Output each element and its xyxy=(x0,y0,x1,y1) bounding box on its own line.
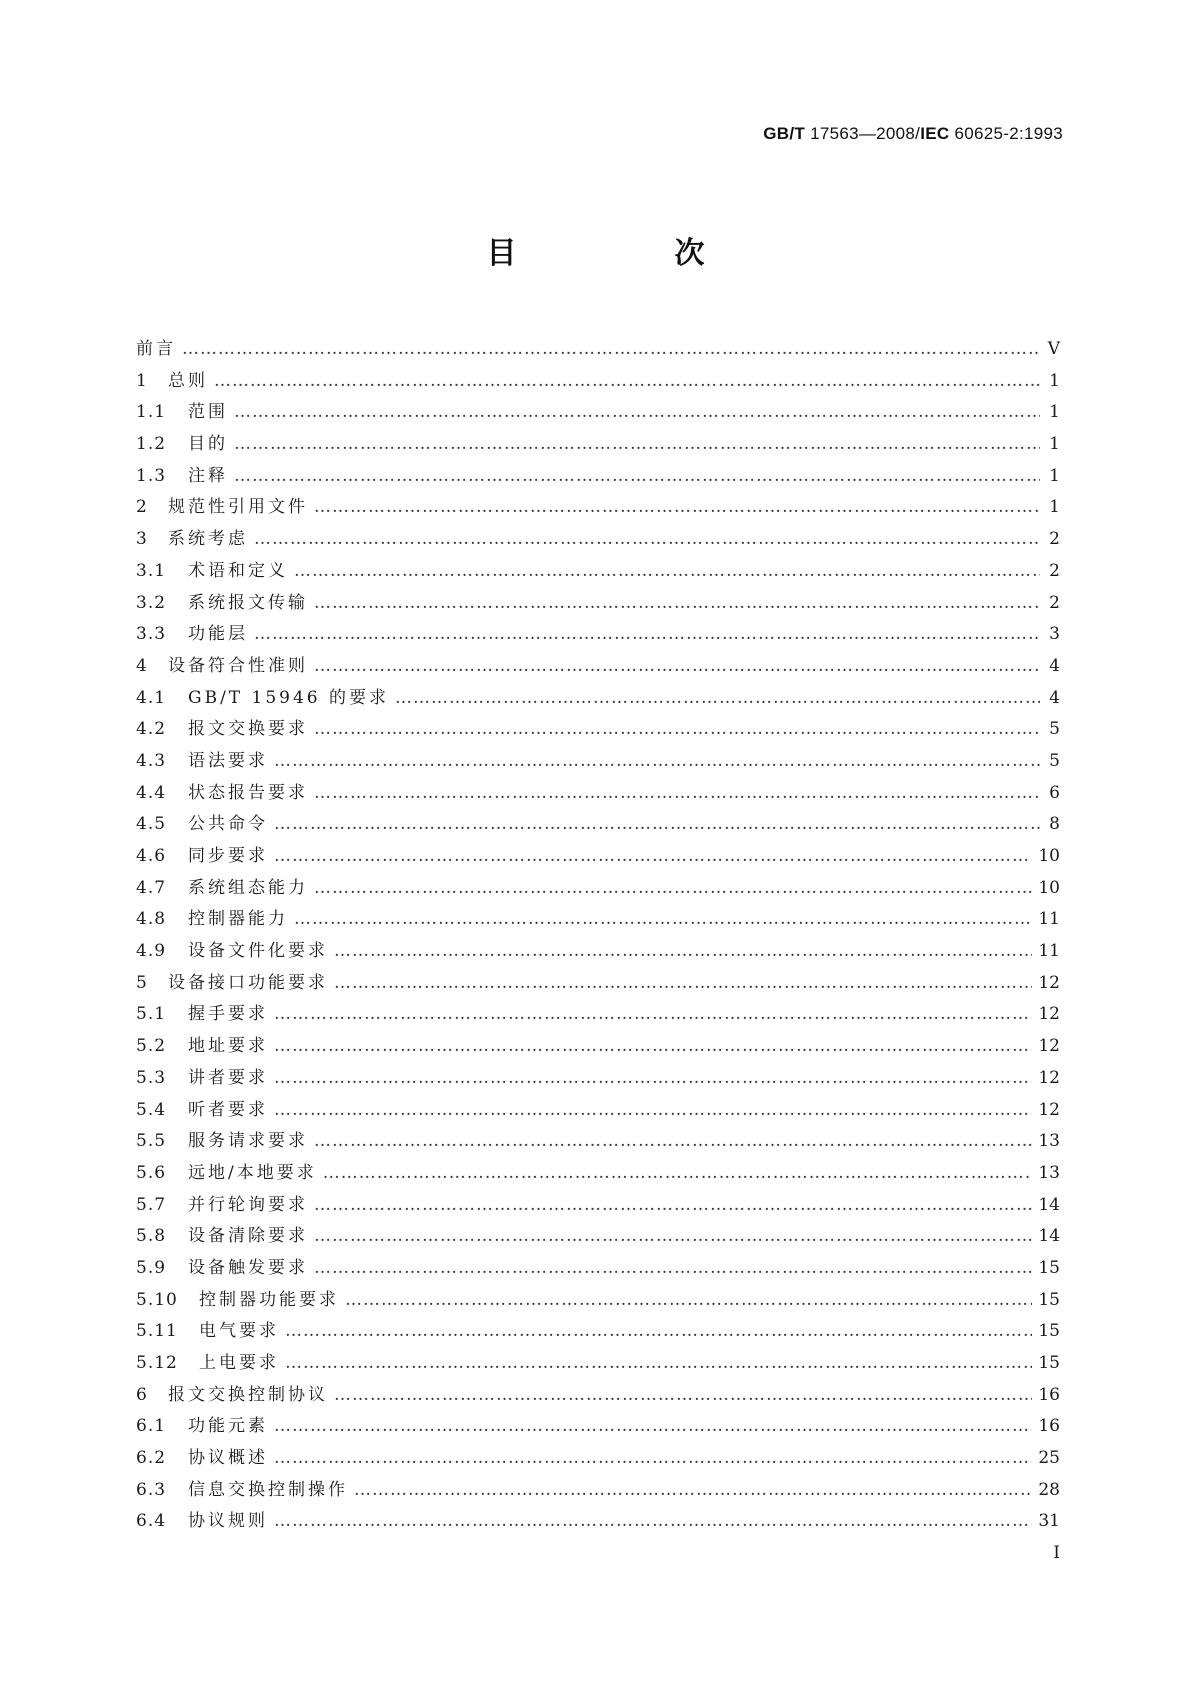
toc-entry-page: 16 xyxy=(1038,1384,1060,1405)
toc-dot-leader xyxy=(274,1511,1032,1531)
toc-dot-leader xyxy=(285,1353,1032,1373)
toc-dot-leader xyxy=(314,1195,1032,1215)
toc-entry-number: 4.1 xyxy=(136,687,167,708)
toc-dot-leader xyxy=(234,466,1040,486)
toc-entry-number: 6.2 xyxy=(136,1448,167,1469)
toc-entry-page: 15 xyxy=(1038,1289,1060,1310)
toc-entry-label: 功能元素 xyxy=(188,1416,268,1437)
toc-entry[interactable] xyxy=(136,1380,1060,1412)
toc-entry-number: 5 xyxy=(136,972,148,993)
toc-entry-label: 地址要求 xyxy=(188,1036,268,1057)
toc-entry-number: 5.10 xyxy=(136,1289,178,1310)
toc-entry-label: 控制器能力 xyxy=(188,909,288,930)
toc-dot-leader xyxy=(314,593,1040,613)
toc-entry-number: 4.7 xyxy=(136,877,167,898)
toc-entry-number: 6.4 xyxy=(136,1511,167,1532)
toc-entry-number: 1.3 xyxy=(136,465,167,486)
toc-entry-label: 目的 xyxy=(188,434,228,455)
toc-entry[interactable] xyxy=(136,1316,1060,1348)
toc-entry[interactable] xyxy=(136,1158,1060,1190)
toc-entry-page: 8 xyxy=(1049,814,1060,835)
toc-entry-page: 12 xyxy=(1038,1067,1060,1088)
toc-entry-page: 16 xyxy=(1038,1416,1060,1437)
toc-entry-page: 3 xyxy=(1049,624,1060,645)
toc-entry-page: 28 xyxy=(1038,1479,1060,1500)
toc-dot-leader xyxy=(294,909,1032,929)
toc-dot-leader xyxy=(274,1416,1032,1436)
toc-entry-number: 5.4 xyxy=(136,1099,167,1120)
toc-entry-page: 1 xyxy=(1049,402,1060,423)
toc-entry[interactable] xyxy=(136,461,1060,493)
toc-entry-page: 14 xyxy=(1038,1226,1060,1247)
toc-dot-leader xyxy=(314,1131,1032,1151)
toc-entry-page: 11 xyxy=(1038,941,1060,962)
toc-entry[interactable] xyxy=(136,1443,1060,1475)
toc-dot-leader xyxy=(182,339,1040,359)
toc-dot-leader xyxy=(274,1004,1032,1024)
standard-prefix: GB/T xyxy=(763,124,806,143)
toc-entry-label: 设备文件化要求 xyxy=(188,941,328,962)
toc-entry-label: 功能层 xyxy=(188,624,248,645)
toc-entry-label: 同步要求 xyxy=(188,846,268,866)
toc-dot-leader xyxy=(274,1100,1032,1120)
toc-entry-number: 3 xyxy=(136,529,148,550)
toc-entry-number: 2 xyxy=(136,497,148,518)
toc-entry-number: 5.8 xyxy=(136,1226,167,1247)
toc-entry-number: 5.12 xyxy=(136,1353,178,1373)
toc-entry-number: 6 xyxy=(136,1384,148,1405)
table-of-contents xyxy=(136,334,1060,1538)
toc-entry[interactable] xyxy=(136,1063,1060,1095)
toc-entry-number: 5.11 xyxy=(136,1321,178,1342)
standard-number: 17563—2008/ xyxy=(810,124,921,143)
toc-entry-page: 1 xyxy=(1049,497,1060,518)
toc-entry-number: 1.1 xyxy=(136,402,167,423)
toc-entry-label: 远地/本地要求 xyxy=(188,1162,317,1183)
toc-entry-label: 报文交换控制协议 xyxy=(168,1384,328,1405)
toc-entry-number: 5.3 xyxy=(136,1067,167,1088)
toc-entry[interactable] xyxy=(136,334,1060,366)
toc-dot-leader xyxy=(294,561,1040,581)
toc-entry[interactable] xyxy=(136,492,1060,524)
toc-entry-page: 15 xyxy=(1038,1353,1060,1373)
toc-entry[interactable] xyxy=(136,1221,1060,1253)
toc-entry[interactable] xyxy=(136,999,1060,1031)
toc-entry-label: 系统报文传输 xyxy=(188,592,308,613)
toc-entry-page: 1 xyxy=(1049,370,1060,391)
toc-entry-number: 3.1 xyxy=(136,560,167,581)
toc-entry-page: 25 xyxy=(1038,1448,1060,1469)
toc-entry-page: 1 xyxy=(1049,434,1060,455)
toc-entry-page: 13 xyxy=(1038,1162,1060,1183)
toc-entry-label: 设备触发要求 xyxy=(188,1257,308,1278)
toc-dot-leader xyxy=(274,1068,1032,1088)
toc-entry-number: 4.4 xyxy=(136,782,167,803)
toc-dot-leader xyxy=(314,656,1040,676)
toc-entry-page: 14 xyxy=(1038,1194,1060,1215)
toc-entry-number: 4.3 xyxy=(136,750,167,771)
toc-entry-page: 10 xyxy=(1038,877,1060,898)
toc-entry-number: 5.2 xyxy=(136,1036,167,1057)
toc-entry-label: 总则 xyxy=(168,370,208,391)
toc-dot-leader xyxy=(334,973,1032,993)
toc-entry-label: 语法要求 xyxy=(188,750,268,771)
toc-entry-page: 4 xyxy=(1049,655,1060,676)
toc-entry-number: 4 xyxy=(136,655,148,676)
toc-entry-number: 5.5 xyxy=(136,1131,167,1152)
toc-dot-leader xyxy=(274,1036,1032,1056)
toc-entry-page: 5 xyxy=(1049,750,1060,771)
toc-dot-leader xyxy=(334,941,1032,961)
toc-entry[interactable] xyxy=(136,683,1060,715)
toc-entry[interactable] xyxy=(136,746,1060,778)
toc-dot-leader xyxy=(285,1321,1032,1341)
toc-entry-number: 6.1 xyxy=(136,1416,167,1437)
toc-entry-label: 设备接口功能要求 xyxy=(168,972,328,993)
toc-entry[interactable] xyxy=(136,841,1060,873)
toc-entry[interactable] xyxy=(136,968,1060,1000)
toc-dot-leader xyxy=(323,1163,1033,1183)
toc-entry-label: 状态报告要求 xyxy=(188,782,308,803)
toc-entry-label: 规范性引用文件 xyxy=(168,497,308,518)
toc-entry[interactable] xyxy=(136,651,1060,683)
toc-entry-label: GB/T 15946 的要求 xyxy=(188,687,390,708)
toc-entry[interactable] xyxy=(136,1126,1060,1158)
toc-entry-number: 4.8 xyxy=(136,909,167,930)
toc-entry-page: 2 xyxy=(1049,529,1060,550)
page-number: I xyxy=(1053,1543,1060,1563)
toc-entry-label: 服务请求要求 xyxy=(188,1131,308,1152)
toc-entry[interactable] xyxy=(136,588,1060,620)
toc-entry-label: 报文交换要求 xyxy=(188,719,308,740)
toc-entry-number: 4.5 xyxy=(136,814,167,835)
toc-dot-leader xyxy=(274,814,1040,834)
toc-dot-leader xyxy=(314,497,1040,517)
toc-entry-page: 31 xyxy=(1038,1511,1060,1532)
toc-entry-page: 12 xyxy=(1038,972,1060,993)
toc-entry-number: 6.3 xyxy=(136,1479,167,1500)
toc-dot-leader xyxy=(234,434,1040,454)
toc-entry[interactable] xyxy=(136,1031,1060,1063)
toc-entry-page: 12 xyxy=(1038,1036,1060,1057)
toc-entry-page: 11 xyxy=(1038,909,1060,930)
toc-entry-page: 6 xyxy=(1049,782,1060,803)
toc-entry-page: 15 xyxy=(1038,1321,1060,1342)
toc-entry-page: 10 xyxy=(1038,846,1060,866)
toc-dot-leader xyxy=(314,1258,1032,1278)
toc-entry-number: 4.6 xyxy=(136,846,167,866)
toc-entry-label: 上电要求 xyxy=(199,1353,279,1373)
toc-entry[interactable] xyxy=(136,1190,1060,1222)
toc-entry[interactable] xyxy=(136,1285,1060,1317)
toc-entry-label: 系统考虑 xyxy=(168,529,248,550)
toc-dot-leader xyxy=(214,371,1040,391)
toc-dot-leader xyxy=(395,688,1040,708)
toc-entry-label: 电气要求 xyxy=(199,1321,279,1342)
toc-dot-leader xyxy=(345,1290,1032,1310)
toc-entry-label: 讲者要求 xyxy=(188,1067,268,1088)
toc-dot-leader xyxy=(254,624,1040,644)
page-title: 目 次 xyxy=(486,236,769,271)
toc-entry[interactable] xyxy=(136,1095,1060,1127)
toc-entry-number: 4.2 xyxy=(136,719,167,740)
toc-entry-page: 4 xyxy=(1049,687,1060,708)
toc-entry-number: 5.6 xyxy=(136,1162,167,1183)
toc-entry-label: 听者要求 xyxy=(188,1099,268,1120)
toc-entry[interactable] xyxy=(136,429,1060,461)
toc-entry-label: 设备符合性准则 xyxy=(168,655,308,676)
toc-entry-number: 1.2 xyxy=(136,434,167,455)
toc-dot-leader xyxy=(274,751,1040,771)
adopted-prefix: IEC xyxy=(920,124,950,143)
toc-entry-label: 范围 xyxy=(188,402,228,423)
toc-entry-page: V xyxy=(1047,339,1060,359)
toc-entry-label: 前言 xyxy=(136,339,176,359)
toc-entry[interactable] xyxy=(136,1253,1060,1285)
toc-entry[interactable] xyxy=(136,556,1060,588)
toc-dot-leader xyxy=(274,846,1032,866)
toc-entry-page: 12 xyxy=(1038,1099,1060,1120)
toc-dot-leader xyxy=(254,529,1040,549)
toc-entry[interactable] xyxy=(136,936,1060,968)
toc-entry-page: 2 xyxy=(1049,592,1060,613)
toc-entry[interactable] xyxy=(136,1475,1060,1507)
toc-dot-leader xyxy=(314,1226,1032,1246)
toc-entry[interactable] xyxy=(136,778,1060,810)
toc-entry[interactable] xyxy=(136,873,1060,905)
toc-entry-number: 5.7 xyxy=(136,1194,167,1215)
toc-dot-leader xyxy=(314,878,1032,898)
toc-entry-page: 2 xyxy=(1049,560,1060,581)
toc-entry-page: 13 xyxy=(1038,1131,1060,1152)
standard-header xyxy=(763,124,1063,144)
toc-dot-leader xyxy=(314,719,1040,739)
toc-entry[interactable] xyxy=(136,397,1060,429)
toc-entry-label: 系统组态能力 xyxy=(188,877,308,898)
toc-dot-leader xyxy=(274,1448,1032,1468)
toc-entry[interactable] xyxy=(136,714,1060,746)
toc-entry[interactable] xyxy=(136,524,1060,556)
toc-entry-label: 术语和定义 xyxy=(188,560,288,581)
toc-entry[interactable] xyxy=(136,904,1060,936)
toc-entry[interactable] xyxy=(136,619,1060,651)
toc-entry-page: 15 xyxy=(1038,1257,1060,1278)
adopted-number: 60625-2:1993 xyxy=(954,124,1063,143)
toc-entry-label: 握手要求 xyxy=(188,1004,268,1025)
toc-entry[interactable] xyxy=(136,1506,1060,1538)
toc-dot-leader xyxy=(314,783,1040,803)
toc-entry-label: 协议规则 xyxy=(188,1511,268,1532)
toc-entry-label: 控制器功能要求 xyxy=(199,1289,339,1310)
toc-entry[interactable] xyxy=(136,366,1060,398)
toc-entry-label: 注释 xyxy=(188,465,228,486)
toc-entry-number: 1 xyxy=(136,370,148,391)
toc-entry[interactable] xyxy=(136,809,1060,841)
toc-dot-leader xyxy=(234,402,1040,422)
toc-entry-label: 信息交换控制操作 xyxy=(188,1479,348,1500)
toc-entry-number: 5.9 xyxy=(136,1257,167,1278)
toc-entry-number: 4.9 xyxy=(136,941,167,962)
toc-entry-page: 12 xyxy=(1038,1004,1060,1025)
toc-dot-leader xyxy=(354,1480,1032,1500)
toc-entry-page: 1 xyxy=(1049,465,1060,486)
toc-entry[interactable] xyxy=(136,1348,1060,1380)
toc-entry-label: 公共命令 xyxy=(188,814,268,835)
toc-dot-leader xyxy=(334,1385,1032,1405)
toc-entry-page: 5 xyxy=(1049,719,1060,740)
toc-entry-number: 3.2 xyxy=(136,592,167,613)
toc-entry[interactable] xyxy=(136,1411,1060,1443)
toc-entry-number: 5.1 xyxy=(136,1004,167,1025)
toc-entry-number: 3.3 xyxy=(136,624,167,645)
toc-entry-label: 协议概述 xyxy=(188,1448,268,1469)
toc-entry-label: 设备清除要求 xyxy=(188,1226,308,1247)
toc-entry-label: 并行轮询要求 xyxy=(188,1194,308,1215)
